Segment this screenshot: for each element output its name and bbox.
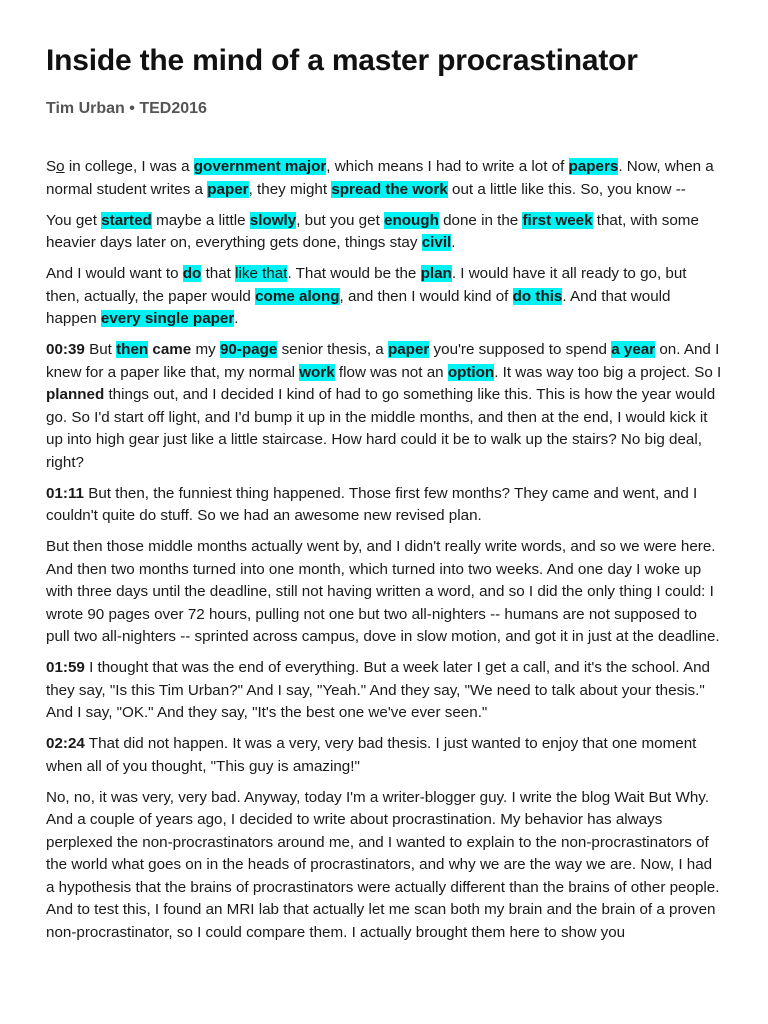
highlighted-phrase: enough — [384, 211, 439, 229]
text-run: . I would have it all ready to go, but then, actually, the paper would — [46, 265, 687, 305]
text-run: I thought that was the end of everything. But a week later I get a call, and it's the school. And they say, "Is this Tim Urban?" And I say, "Yeah." And they say, "We need to talk about your thesis." And I say, "OK." And they say, "It's the best one we've ever seen." — [46, 659, 710, 721]
highlighted-phrase: 90-page — [219, 341, 278, 358]
highlighted-phrase: slowly — [249, 211, 297, 229]
highlighted-phrase: papers — [568, 158, 619, 175]
highlighted-phrase: plan — [420, 265, 452, 282]
highlighted-phrase: do — [182, 265, 202, 282]
highlighted-phrase: work — [299, 363, 335, 381]
text-run: S — [46, 158, 57, 175]
text-run: . — [451, 234, 456, 251]
text-run: in college, I was a — [64, 158, 194, 175]
text-run: . Now, when a normal student writes a — [46, 158, 714, 198]
text-run: senior thesis, a — [277, 341, 388, 358]
text-run: But — [84, 341, 117, 358]
transcript-paragraph — [46, 536, 722, 649]
bold-text: planned — [46, 386, 105, 403]
transcript-paragraph — [46, 787, 722, 945]
highlighted-phrase: paper — [207, 180, 249, 198]
text-run: . — [234, 310, 239, 327]
text-run: And I would want to — [46, 265, 183, 282]
underlined-text: o — [56, 158, 65, 175]
text-run: done in the — [438, 211, 523, 229]
timestamp: 00:39 — [46, 341, 85, 358]
highlighted-phrase: like that — [235, 265, 288, 282]
timestamp: 01:11 — [46, 484, 85, 502]
transcript-paragraph — [46, 263, 722, 331]
highlighted-phrase: come along — [255, 287, 340, 305]
text-run: my — [191, 341, 220, 358]
text-run: But then those middle months actually went by, and I didn't really write words, and so we were here. And then two months turned into one month, which turned into two weeks. And one day I woke up with three days until the deadline, still not having written a word, and so I did the only thing I could: I wrote 90 pages over 72 hours, pulling not one but two all-nighters -- humans are not supposed to pull two all-nighters -- sprinted across campus, dove in slow motion, and got it in just at the deadline. — [46, 538, 720, 645]
text-run: out a little like this. So, you know -- — [447, 180, 686, 198]
highlighted-phrase: government major — [193, 158, 327, 175]
text-run: . It was way too big a project. So I — [494, 363, 722, 381]
highlighted-phrase: a year — [611, 341, 656, 358]
text-run: things out, and I decided I kind of had to go something like this. This is how the year would go. So I'd start off light, and I'd bump it up in the middle months, and then at the end, I would kick it up into high gear just like a little staircase. How hard could it be to walk up the stairs? No big deal, right? — [46, 386, 716, 471]
highlighted-phrase: option — [447, 363, 495, 381]
highlighted-phrase: started — [101, 211, 152, 229]
text-run: that — [201, 265, 236, 282]
byline: Tim Urban • TED2016 — [46, 100, 207, 117]
text-run: , which means I had to write a lot of — [326, 158, 569, 175]
text-run: flow was not an — [334, 363, 448, 381]
text-run: That did not happen. It was a very, very bad thesis. I just wanted to enjoy that one moment when all of you thought, "This guy is amazing!" — [46, 735, 697, 775]
text-run: . And that would happen — [46, 287, 671, 327]
highlighted-phrase: first week — [522, 211, 593, 229]
bold-text: came — [152, 341, 192, 358]
highlighted-phrase: spread the work — [331, 180, 448, 198]
text-run: No, no, it was very, very bad. Anyway, today I'm a writer-blogger guy. I write the blog Wait But Why. And a couple of years ago, I decided to write about procrastination. My behavior has always perplexed the non-procrastinators around me, and I wanted to explain to the non-procrastinators of the world what goes on in the heads of procrastinators, and why we are the way we are. Now, I had a hypothesis that the brains of procrastinators were actually different than the brains of other people. And to test this, I found an MRI lab that actually let me scan both my brain and the brain of a proven non-procrastinator, so I could compare them. I actually brought them here to show you — [46, 788, 720, 941]
transcript-paragraph — [46, 733, 722, 778]
highlighted-phrase: every single paper — [100, 310, 235, 327]
timestamp: 01:59 — [46, 659, 85, 676]
transcript-paragraph — [46, 339, 722, 474]
highlighted-phrase: then — [116, 341, 149, 358]
transcript-paragraph — [46, 210, 722, 255]
transcript-paragraph — [46, 156, 722, 201]
transcript-paragraph — [46, 483, 722, 528]
text-run: You get — [46, 211, 102, 229]
timestamp: 02:24 — [46, 735, 85, 752]
text-run: on. And I knew for a paper like that, my normal — [46, 341, 720, 381]
text-run: , but you get — [296, 211, 385, 229]
transcript-paragraph — [46, 657, 722, 725]
highlighted-phrase: paper — [387, 341, 430, 358]
text-run: maybe a little — [151, 211, 250, 229]
text-run: , they might — [248, 180, 332, 198]
text-run: , and then I would kind of — [339, 287, 513, 305]
text-run: . That would be the — [287, 265, 421, 282]
text-run: But then, the funniest thing happened. Those first few months? They came and went, and I couldn't quite do stuff. So we had an awesome new revised plan. — [46, 484, 698, 524]
text-run: that, with some heavier days later on, everything gets done, things stay — [46, 211, 699, 251]
text-run: you're supposed to spend — [429, 341, 612, 358]
page-title: Inside the mind of a master procrastinator — [46, 44, 638, 77]
highlighted-phrase: civil — [421, 234, 452, 251]
transcript-body — [46, 156, 722, 944]
highlighted-phrase: do this — [512, 287, 563, 305]
